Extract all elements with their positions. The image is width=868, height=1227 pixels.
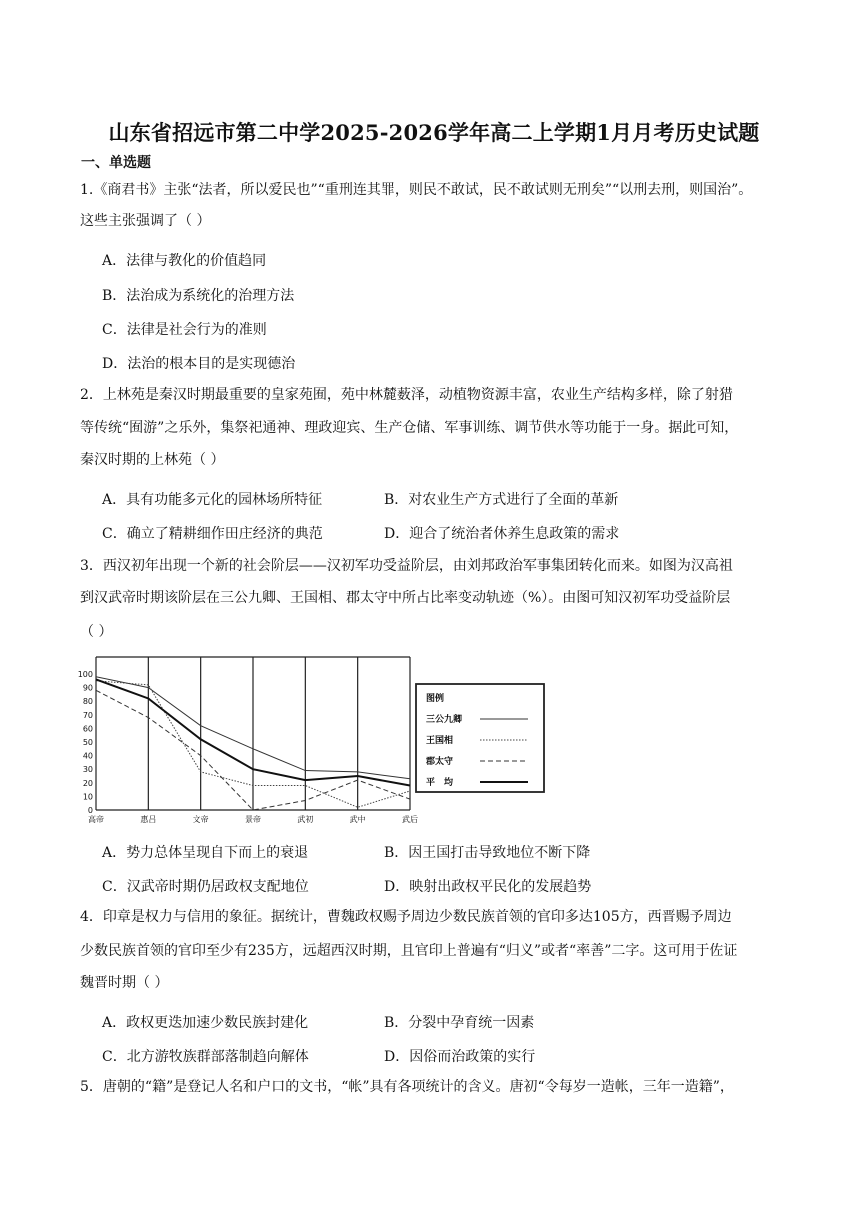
y-tick-label: 50 [82, 738, 93, 747]
q4-stem-line3: 魏晋时期（ ） [80, 975, 169, 991]
legend-label: 三公九卿 [426, 715, 463, 725]
y-tick-label: 40 [82, 751, 93, 761]
q2-option-d: D．迎合了统治者休养生息政策的需求 [384, 526, 620, 542]
q2-stem-line3: 秦汉时期的上林苑（ ） [80, 452, 225, 468]
y-tick-label: 100 [77, 670, 93, 679]
q3-option-b: B．因王国打击导致地位不断下降 [384, 845, 591, 861]
x-tick-label: 武后 [402, 815, 418, 824]
q3-stem-line1: 3．西汉初年出现一个新的社会阶层——汉初军功受益阶层，由刘邦政治军事集团转化而来。如图为汉高祖 [80, 558, 733, 574]
exam-title: 山东省招远市第二中学2025-2026学年高二上学期1月月考历史试题 [108, 120, 760, 145]
y-tick-label: 80 [82, 697, 93, 707]
q4-option-a: A．政权更迭加速少数民族封建化 [102, 1015, 309, 1031]
q1-option-d: D．法治的根本目的是实现德治 [102, 356, 296, 372]
q4-option-b: B．分裂中孕育统一因素 [384, 1015, 535, 1031]
q4-option-d: D．因俗而治政策的实行 [384, 1049, 536, 1065]
x-tick-label: 高帝 [88, 815, 104, 824]
line-chart [77, 650, 554, 830]
y-tick-label: 30 [82, 765, 93, 775]
q2-option-c: C．确立了精耕细作田庄经济的典范 [102, 526, 323, 542]
q2-option-a: A．具有功能多元化的园林场所特征 [102, 492, 323, 508]
q4-stem-line1: 4．印章是权力与信用的象征。据统计，曹魏政权赐予周边少数民族首领的官印多达105方，西晋赐予周边 [80, 909, 732, 925]
q3-option-c: C．汉武帝时期仍居政权支配地位 [102, 879, 309, 895]
q3-stem-line3: （ ） [80, 624, 113, 640]
q3-option-d: D．映射出政权平民化的发展趋势 [384, 879, 592, 895]
q2-stem-line1: 2．上林苑是秦汉时期最重要的皇家苑囿，苑中林麓薮泽，动植物资源丰富，农业生产结构多样，除了射猎 [80, 387, 733, 403]
section-heading: 一、单选题 [81, 155, 151, 171]
x-tick-label: 文帝 [192, 815, 209, 824]
y-tick-label: 90 [82, 683, 93, 693]
x-tick-label: 景帝 [245, 815, 261, 824]
q1-option-b: B．法治成为系统化的治理方法 [102, 288, 295, 304]
q3-stem-line2: 到汉武帝时期该阶层在三公九卿、王国相、郡太守中所占比率变动轨迹（%）。由图可知汉初军功受益阶层 [80, 590, 731, 606]
legend-label: 平 均 [426, 778, 454, 788]
y-tick-label: 20 [82, 778, 93, 788]
q5-stem-line1: 5．唐朝的“籍”是登记人名和户口的文书，“帐”具有各项统计的含义。唐初“令每岁一造帐，三年一造籍”， [80, 1079, 734, 1095]
legend-label: 王国相 [426, 736, 454, 746]
x-tick-label: 惠吕 [140, 815, 157, 824]
q3-figure [77, 650, 554, 830]
y-tick-label: 70 [82, 710, 93, 720]
x-tick-label: 武中 [349, 815, 366, 824]
y-tick-label: 0 [87, 806, 93, 815]
legend-label: 郡太守 [426, 757, 454, 767]
q2-stem-line2: 等传统“囿游”之乐外，集祭祀通神、理政迎宾、生产仓储、军事训练、调节供水等功能于一身。据此可知， [80, 420, 739, 436]
y-tick-label: 10 [82, 792, 93, 802]
y-tick-label: 60 [82, 724, 93, 734]
q4-stem-line2: 少数民族首领的官印至少有235方，远超西汉时期，且官印上普遍有“归义”或者“率善”二字。这可用于佐证 [80, 943, 738, 959]
q4-option-c: C．北方游牧族群部落制趋向解体 [102, 1049, 309, 1065]
q1-stem-line1: 1.《商君书》主张“法者，所以爱民也”“重刑连其罪，则民不敢试，民不敢试则无刑矣”“以刑去刑，则国治”。 [80, 182, 753, 198]
q1-option-a: A．法律与教化的价值趋同 [102, 253, 267, 269]
q2-option-b: B．对农业生产方式进行了全面的革新 [384, 492, 619, 508]
x-tick-label: 武初 [297, 815, 314, 824]
q1-stem-line2: 这些主张强调了（ ） [80, 213, 211, 229]
q1-option-c: C．法律是社会行为的准则 [102, 322, 267, 338]
legend-title: 图例 [426, 694, 445, 704]
q3-option-a: A．势力总体呈现自下而上的衰退 [102, 845, 309, 861]
